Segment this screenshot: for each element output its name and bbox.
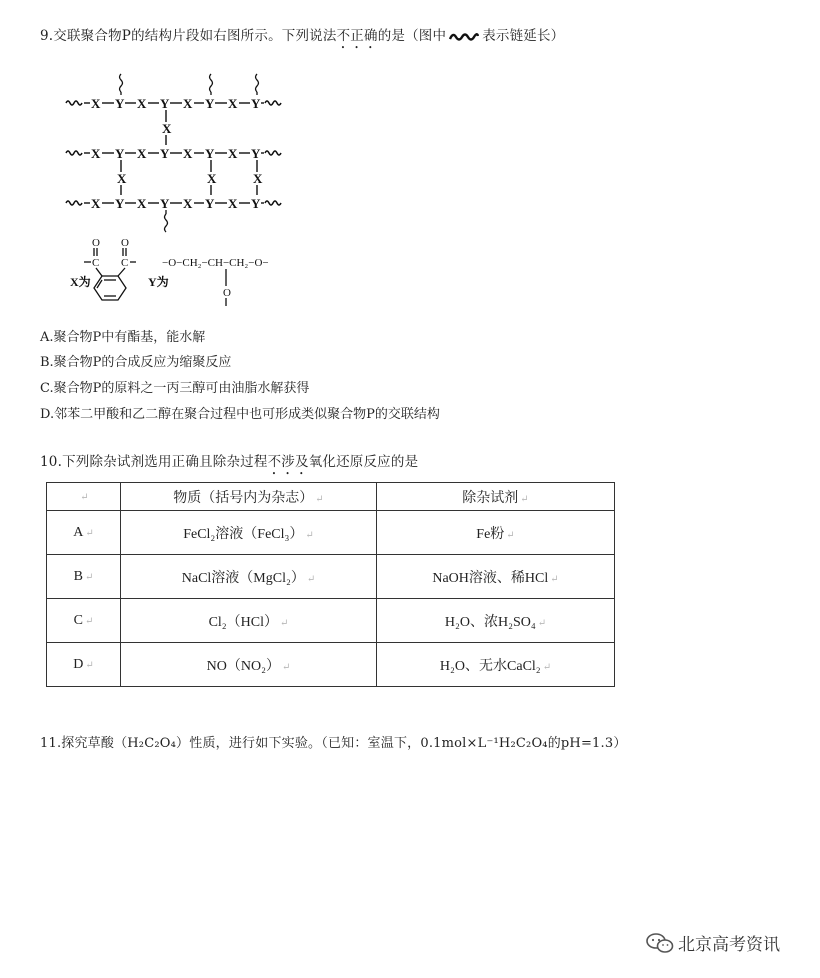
y-unit-glycerol <box>148 257 269 299</box>
svg-text:C: C <box>121 257 129 269</box>
purification-table <box>46 482 615 687</box>
reagent-cell: Fe粉 ↵ <box>377 511 615 555</box>
q10-prefix: 10.下列除杂试剂选用正确且除杂过程 <box>40 454 268 470</box>
svg-text:X: X <box>228 146 238 161</box>
svg-text:Y: Y <box>115 146 125 161</box>
svg-text:Y: Y <box>160 146 170 161</box>
svg-text:X: X <box>183 196 193 211</box>
svg-text:X: X <box>253 171 263 186</box>
x-unit-label: X为 <box>70 275 91 289</box>
svg-text:X: X <box>228 196 238 211</box>
q9-emphasis: 不正确 <box>336 28 378 44</box>
q9-stem <box>40 24 564 52</box>
polymer-structure-diagram <box>60 64 310 312</box>
atom-y: Y <box>115 96 125 111</box>
return-mark: ↵ <box>80 491 89 503</box>
table-row <box>47 555 615 599</box>
svg-text:Y: Y <box>205 146 215 161</box>
carbon-label: C <box>92 257 100 269</box>
svg-text:Y: Y <box>115 196 125 211</box>
q9-middle: 的是（图中 <box>377 28 447 44</box>
q9-prefix: 9.交联聚合物P的结构片段如右图所示。下列说法 <box>40 28 337 44</box>
reagent-cell: H₂O、浓H₂SO₄ ↵ <box>377 599 615 643</box>
table-header-cell <box>47 483 121 511</box>
y-unit-label: Y为 <box>148 275 169 289</box>
svg-text:Y: Y <box>205 96 215 111</box>
substance-cell: NO（NO₂） ↵ <box>121 643 377 687</box>
svg-text:X: X <box>137 196 147 211</box>
svg-text:X: X <box>91 196 101 211</box>
svg-text:X: X <box>228 96 238 111</box>
crosslink-x: X <box>162 121 172 136</box>
svg-text:X: X <box>183 146 193 161</box>
svg-text:Y: Y <box>251 196 261 211</box>
watermark-text: 北京高考资讯 <box>678 935 780 955</box>
svg-text:O: O <box>121 237 129 249</box>
substance-cell: NaCl溶液（MgCl₂） ↵ <box>121 555 377 599</box>
x-unit-phthaloyl <box>70 237 129 289</box>
svg-text:Y: Y <box>160 96 170 111</box>
svg-text:X: X <box>91 146 101 161</box>
reagent-cell: H₂O、无水CaCl₂ ↵ <box>377 643 615 687</box>
q9-suffix: 表示链延长） <box>482 28 565 44</box>
svg-text:Y: Y <box>160 196 170 211</box>
q9-option-d: D.邻苯二甲酸和乙二醇在聚合过程中也可形成类似聚合物P的交联结构 <box>40 407 440 422</box>
table-row <box>47 511 615 555</box>
q10-emphasis: 不涉及 <box>267 454 309 470</box>
table-header-cell: 物质（括号内为杂志） ↵ <box>121 483 377 511</box>
row-label: A ↵ <box>47 511 121 555</box>
q9-option-b: B.聚合物P的合成反应为缩聚反应 <box>40 355 232 370</box>
table-row <box>47 643 615 687</box>
q10-stem <box>40 450 418 478</box>
svg-text:Y: Y <box>251 146 261 161</box>
wavy-chain-icon <box>449 31 479 43</box>
svg-text:Y: Y <box>205 196 215 211</box>
atom-x: X <box>91 96 101 111</box>
q11-stem: 11.探究草酸（H₂C₂O₄）性质，进行如下实验。（已知：室温下，0.1mol×L⁻¹H₂C₂O₄的pH=1.3） <box>40 736 627 751</box>
reagent-cell: NaOH溶液、稀HCl ↵ <box>377 555 615 599</box>
svg-text:O: O <box>223 287 231 299</box>
q10-suffix: 氧化还原反应的是 <box>308 454 419 470</box>
table-header-cell: 除杂试剂 ↵ <box>377 483 615 511</box>
y-unit-formula: −O−CH₂−CH−CH₂−O− <box>162 257 269 269</box>
substance-cell: FeCl₂溶液（FeCl₃） ↵ <box>121 511 377 555</box>
svg-text:X: X <box>137 146 147 161</box>
wechat-icon <box>646 932 674 954</box>
svg-text:Y: Y <box>251 96 261 111</box>
q9-option-c: C.聚合物P的原料之一丙三醇可由油脂水解获得 <box>40 381 310 396</box>
svg-text:X: X <box>137 96 147 111</box>
row-label: B ↵ <box>47 555 121 599</box>
substance-cell: Cl₂（HCl） ↵ <box>121 599 377 643</box>
table-header-row <box>47 483 615 511</box>
svg-text:X: X <box>117 171 127 186</box>
svg-text:X: X <box>207 171 217 186</box>
q9-option-a: A.聚合物P中有酯基，能水解 <box>40 330 206 345</box>
watermark <box>646 930 780 955</box>
oxygen-label: O <box>92 237 100 249</box>
svg-text:X: X <box>183 96 193 111</box>
row-label: D ↵ <box>47 643 121 687</box>
row-label: C ↵ <box>47 599 121 643</box>
table-row <box>47 599 615 643</box>
